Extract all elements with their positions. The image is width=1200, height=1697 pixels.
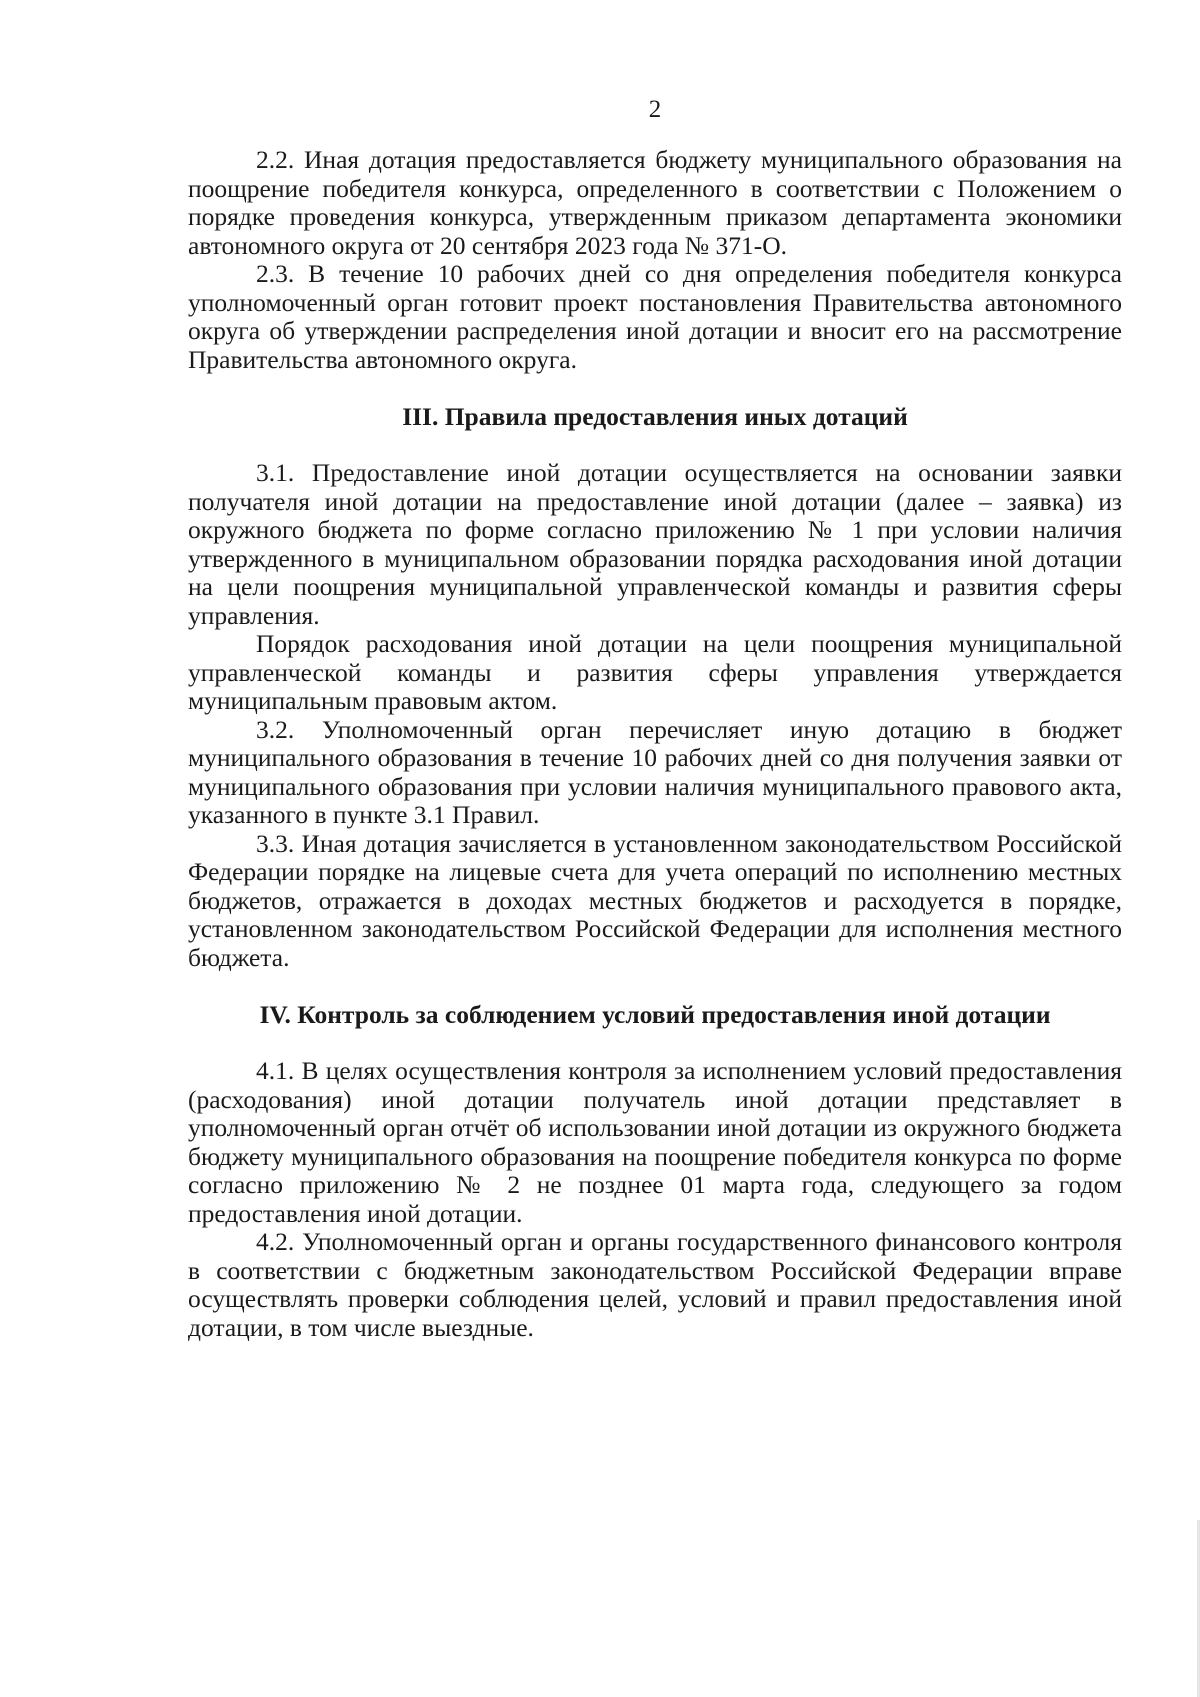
paragraph-2-2: 2.2. Иная дотация предоставляется бюджету муниципального образования на поощрение победителя конкурса, определенного в соответствии с Положением о порядке проведения конкурса, утвержденным приказом департамента экономики автономного округа от 20 сентября 2023 года № 371-О. (188, 145, 1122, 260)
paragraph-4-1: 4.1. В целях осуществления контроля за исполнением условий предоставления (расходования) иной дотации получатель иной дотации представляет в уполномоченный орган отчёт об использовании иной дотации из окружного бюджета бюджету муниципального образования на поощрение победителя конкурса по форме согласно приложению № 2 не позднее 01 марта года, следующего за годом предоставления иной дотации. (188, 1056, 1122, 1228)
paragraph-3-1-order: Порядок расходования иной дотации на цели поощрения муниципальной управленческой команды и развития сферы управления утверждается муниципальным правовым актом. (188, 629, 1122, 715)
page-content (188, 96, 1122, 1342)
paragraph-3-3: 3.3. Иная дотация зачисляется в установленном законодательством Российской Федерации порядке на лицевые счета для учета операций по исполнению местных бюджетов, отражается в доходах местных бюджетов и расходуется в порядке, установленном законодательством Российской Федерации для исполнения местного бюджета. (188, 828, 1122, 972)
paragraph-2-3: 2.3. В течение 10 рабочих дней со дня определения победителя конкурса уполномоченный орган готовит проект постановления Правительства автономного округа об утверждении распределения иной дотации и вносит его на рассмотрение Правительства автономного округа. (188, 259, 1122, 374)
section-heading-3: III. Правила предоставления иных дотаций (402, 402, 908, 431)
page-number: 2 (648, 96, 662, 123)
paragraph-3-2: 3.2. Уполномоченный орган перечисляет иную дотацию в бюджет муниципального образования в течение 10 рабочих дней со дня получения заявки от муниципального образования при условии наличия муниципального правового акта, указанного в пункте 3.1 Правил. (188, 714, 1122, 829)
paragraph-4-2: 4.2. Уполномоченный орган и органы государственного финансового контроля в соответствии с бюджетным законодательством Российской Федерации вправе осуществлять проверки соблюдения целей, условий и правил предоставления иной дотации, в том числе выездные. (188, 1227, 1122, 1342)
section-heading-4: IV. Контроль за соблюдением условий предоставления иной дотации (259, 1000, 1051, 1029)
paragraph-3-1: 3.1. Предоставление иной дотации осуществляется на основании заявки получателя иной дотации на предоставление иной дотации (далее – заявка) из окружного бюджета по форме согласно приложению № 1 при условии наличия утвержденного в муниципальном образовании порядка расходования иной дотации на цели поощрения муниципальной управленческой команды и развития сферы управления. (188, 458, 1122, 630)
